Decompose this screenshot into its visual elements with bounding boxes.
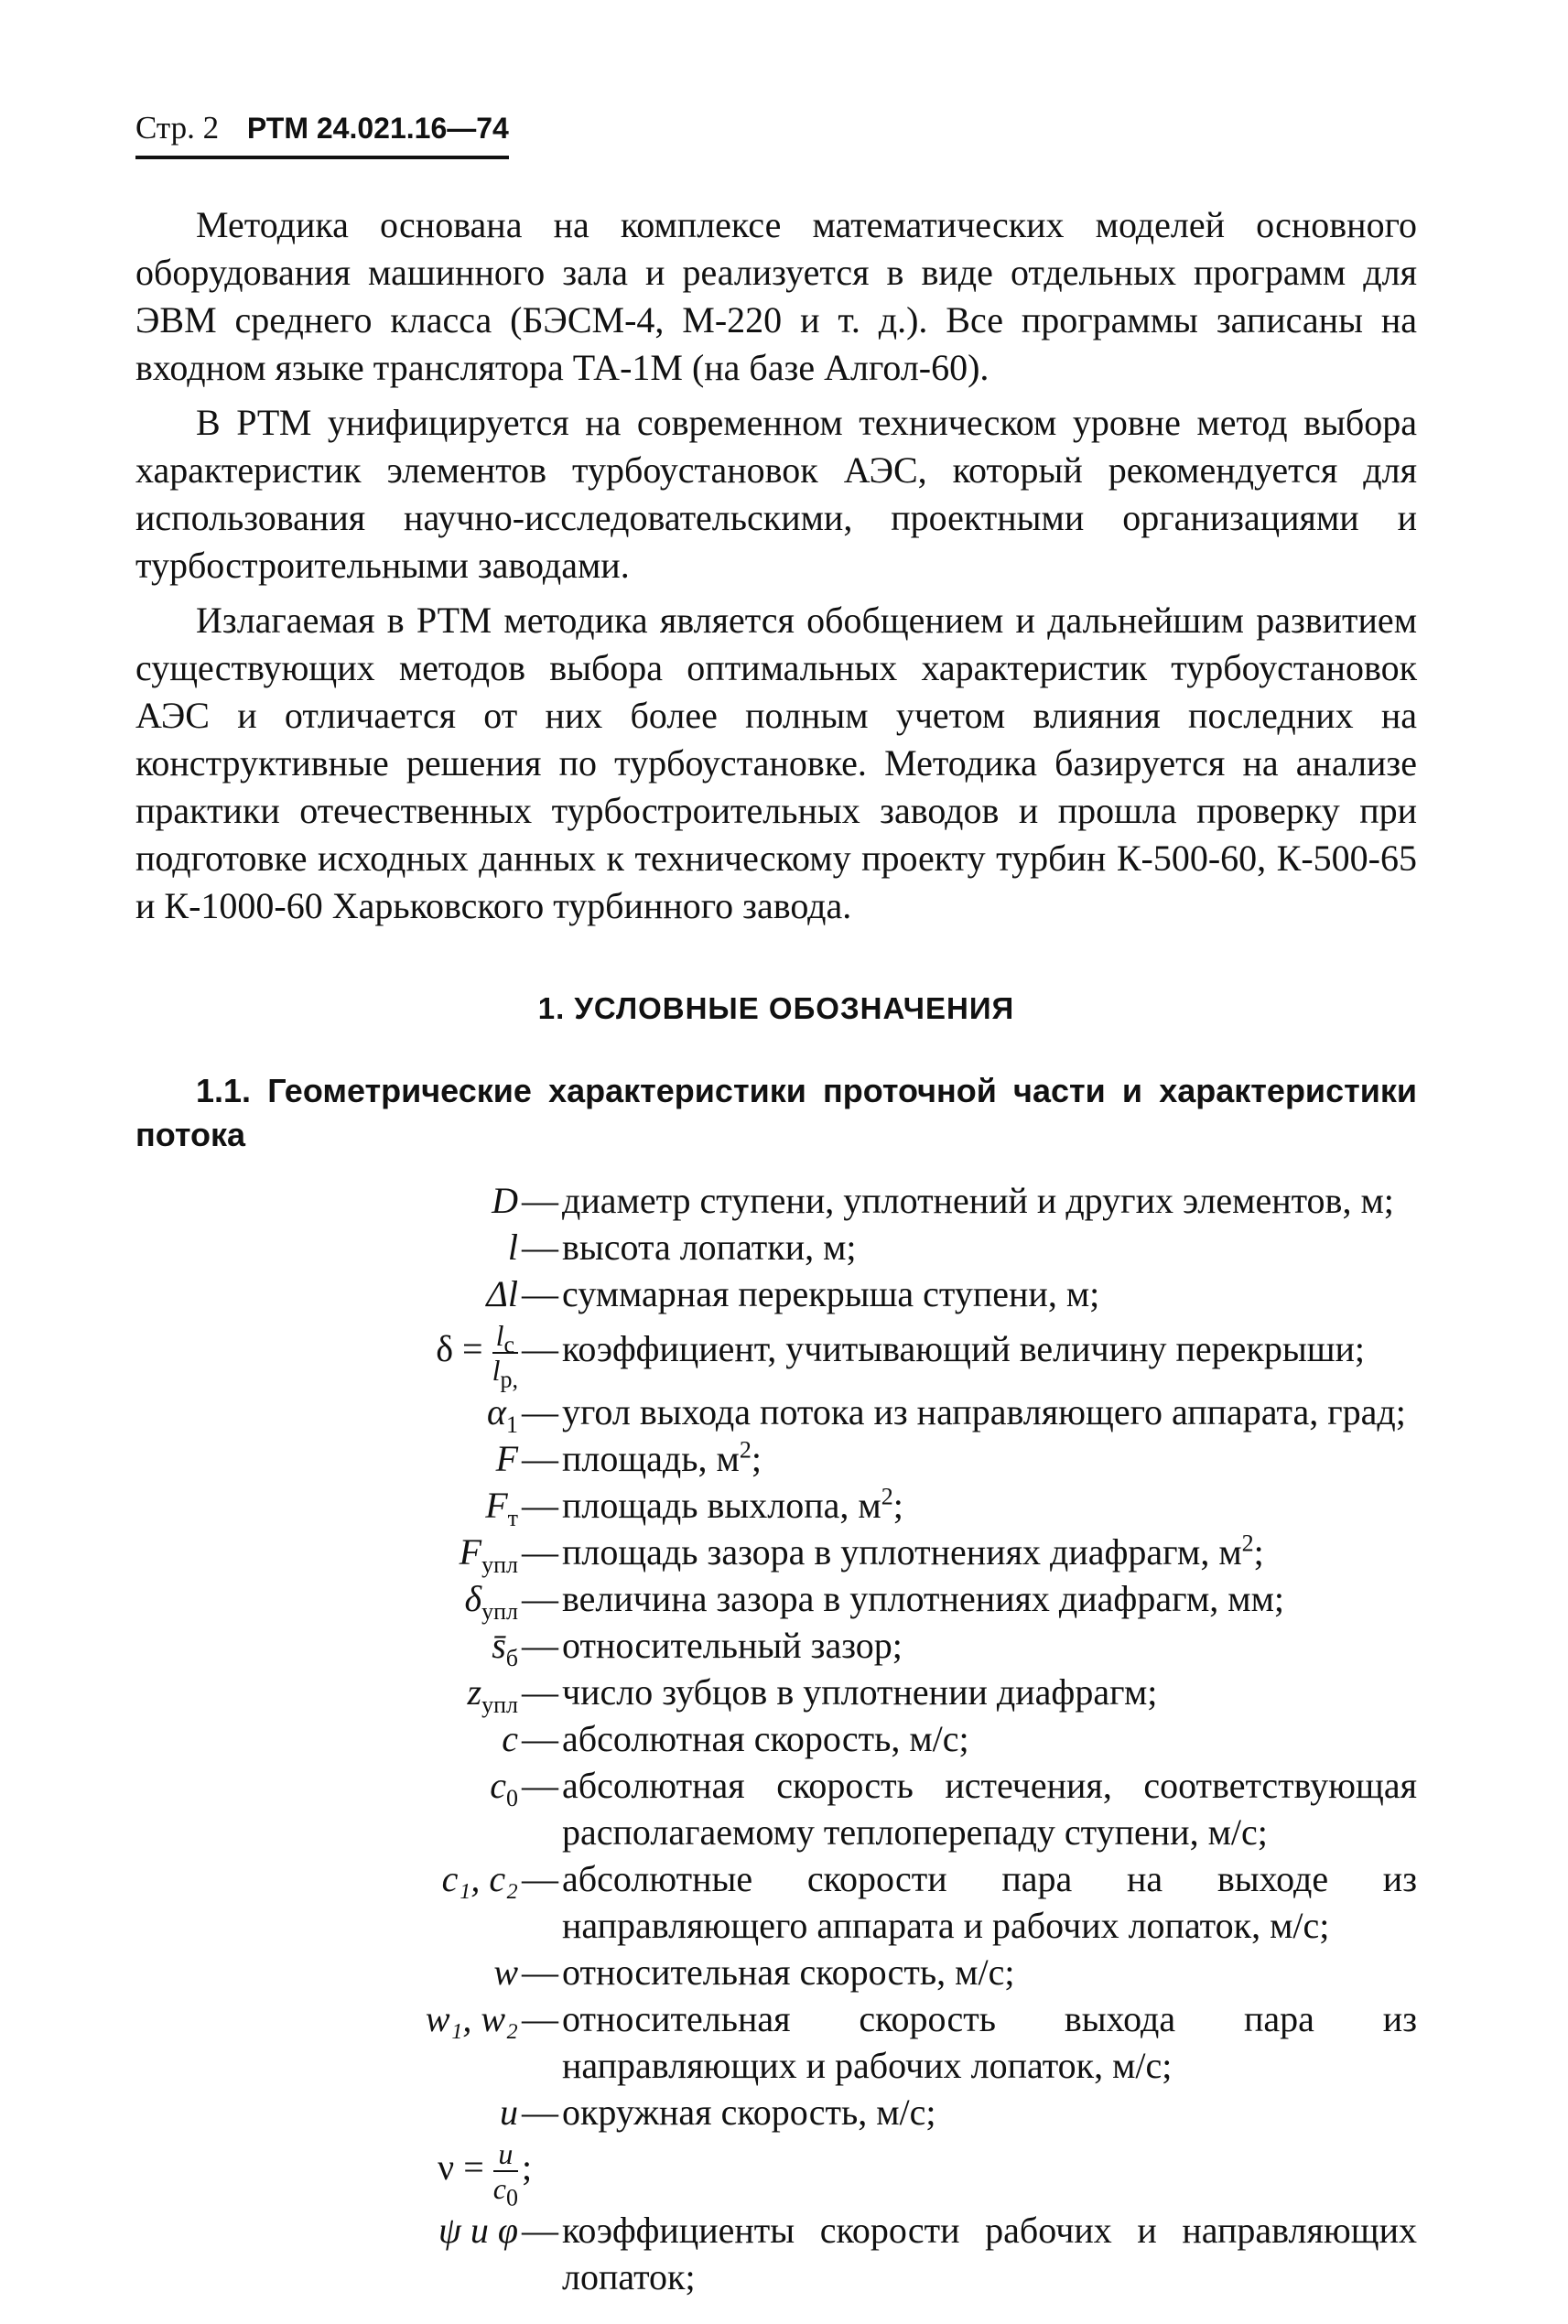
definition-symbol: ψ и φ bbox=[438, 2210, 518, 2251]
definition-symbol: $F_т$ bbox=[485, 1485, 518, 1531]
definition-symbol: F bbox=[495, 1438, 518, 1479]
definition-symbol: c₁, c₂ bbox=[441, 1858, 518, 1899]
definition-item: $c_0$ — абсолютная скорость истечения, соответствующая располагаемому теплоперепаду ступени, м/с; bbox=[135, 1762, 1417, 1855]
definition-item: u — окружная скорость, м/с; bbox=[135, 2089, 1417, 2135]
definition-text: величина зазора в уплотнениях диафрагм, мм; bbox=[562, 1578, 1285, 1619]
definition-symbol: ν = $\frac{u}{c_0}$ bbox=[438, 2137, 518, 2211]
definition-symbol: u bbox=[500, 2092, 518, 2133]
definition-text: абсолютная скорость истечения, соответствующая располагаемому теплоперепаду ступени, м/с; bbox=[562, 1765, 1417, 1853]
definitions-list bbox=[135, 1177, 1417, 2300]
page-header bbox=[135, 110, 509, 159]
page-number: Стр. 2 bbox=[135, 110, 220, 146]
section-title: 1. УСЛОВНЫЕ ОБОЗНАЧЕНИЯ bbox=[537, 991, 1015, 1025]
definition-text: окружная скорость, м/с; bbox=[562, 2092, 936, 2133]
definition-item: Δl — суммарная перекрыша ступени, м; bbox=[135, 1270, 1417, 1317]
definition-item: $F_{упл}$ — площадь зазора в уплотнениях диафрагм, $м^2$; bbox=[135, 1529, 1417, 1575]
definition-text: коэффициент, учитывающий величину перекрыши; bbox=[562, 1328, 1366, 1370]
definition-text: коэффициенты скорости рабочих и направляющих лопаток; bbox=[562, 2210, 1417, 2297]
intro-paragraph-2: В РТМ унифицируется на современном техническом уровне метод выбора характеристик элементов турбоустановок АЭС, который рекомендуется для использования научно-исследовательскими, проектными организациями и турбостроительными заводами. bbox=[135, 402, 1417, 586]
definition-item bbox=[135, 2137, 1417, 2211]
definition-text: относительная скорость, м/с; bbox=[562, 1951, 1015, 1993]
definition-item: l — высота лопатки, м; bbox=[135, 1224, 1417, 1270]
definition-item: c — абсолютная скорость, м/с; bbox=[135, 1715, 1417, 1762]
definition-symbol: $c_0$ bbox=[490, 1765, 518, 1811]
fraction: $\frac{u}{c_0}$ bbox=[492, 2137, 518, 2211]
definition-symbol: w₁, w₂ bbox=[425, 1998, 518, 2039]
definition-text: площадь зазора в уплотнениях диафрагм, $м^2$; bbox=[562, 1530, 1264, 1573]
definition-symbol: l bbox=[507, 1227, 518, 1268]
definition-item: $F_т$ — площадь выхлопа, $м^2$; bbox=[135, 1482, 1417, 1529]
document-code: РТМ 24.021.16—74 bbox=[246, 112, 509, 145]
definition-item: $z_{упл}$ — число зубцов в уплотнении диафрагм; bbox=[135, 1669, 1417, 1715]
definition-symbol: Δl bbox=[486, 1273, 518, 1314]
intro-paragraph-3: Излагаемая в РТМ методика является обобщением и дальнейшим развитием существующих методов выбора оптимальных характеристик турбоустановок АЭС и отличается от них более полным учетом влияния последних на конструктивные решения по турбоустановке. Методика базируется на анализе практики отечественных турбостроительных заводов и прошла проверку при подготовке исходных данных к техническому проекту турбин К-500-60, К-500-65 и К-1000-60 Харьковского турбинного завода. bbox=[135, 600, 1417, 926]
definition-item: $s̄_б$ — относительный зазор; bbox=[135, 1622, 1417, 1669]
definition-text: диаметр ступени, уплотнений и других элементов, м; bbox=[562, 1180, 1394, 1221]
definition-text: число зубцов в уплотнении диафрагм; bbox=[562, 1671, 1158, 1713]
definition-symbol: c bbox=[502, 1718, 518, 1759]
definition-text: площадь, $м^2$; bbox=[562, 1436, 762, 1479]
definition-symbol: δ = $\frac{l_с}{l_{р,}}$ bbox=[436, 1319, 518, 1393]
definition-item: $\delta_{упл}$ — величина зазора в уплотнениях диафрагм, мм; bbox=[135, 1575, 1417, 1622]
definition-symbol: $\alpha_1$ bbox=[487, 1391, 518, 1438]
definition-text: площадь выхлопа, $м^2$; bbox=[562, 1483, 903, 1526]
definition-text: ; bbox=[522, 2146, 533, 2189]
definition-text: абсолютная скорость, м/с; bbox=[562, 1718, 969, 1759]
page-body bbox=[135, 201, 1417, 2300]
definition-item: D — диаметр ступени, уплотнений и других элементов, м; bbox=[135, 1177, 1417, 1224]
definition-text: абсолютные скорости пара на выходе из направляющего аппарата и рабочих лопаток, м/с; bbox=[562, 1858, 1417, 1946]
definition-symbol: w bbox=[493, 1951, 518, 1993]
definition-symbol: $\delta_{упл}$ bbox=[464, 1578, 518, 1625]
definition-text: высота лопатки, м; bbox=[562, 1227, 857, 1268]
intro-paragraph-1: Методика основана на комплексе математических моделей основного оборудования машинного зала и реализуется в виде отдельных программ для ЭВМ среднего класса (БЭСМ-4, М-220 и т. д.). Все программы записаны на входном языке транслятора ТА-1М (на базе Алгол-60). bbox=[135, 204, 1417, 388]
definition-text: суммарная перекрыша ступени, м; bbox=[562, 1273, 1100, 1314]
definition-item: ψ и φ — коэффициенты скорости рабочих и направляющих лопаток; bbox=[135, 2207, 1417, 2300]
definition-text: угол выхода потока из направляющего аппарата, град; bbox=[562, 1391, 1406, 1432]
definition-item: w — относительная скорость, м/с; bbox=[135, 1949, 1417, 1995]
subsection-title: 1.1. Геометрические характеристики проточной части и характеристики потока bbox=[135, 1072, 1417, 1153]
definition-item: $\alpha_1$ — угол выхода потока из направляющего аппарата, град; bbox=[135, 1389, 1417, 1435]
definition-text: относительная скорость выхода пара из направляющих и рабочих лопаток, м/с; bbox=[562, 1998, 1417, 2086]
definition-symbol: $s̄_б$ bbox=[492, 1625, 518, 1671]
definition-item: δ = $\frac{l_с}{l_{р,}}$ — коэффициент, учитывающий величину перекрыши; bbox=[135, 1321, 1417, 1385]
definition-symbol: D bbox=[492, 1180, 518, 1221]
definition-item: c₁, c₂ — абсолютные скорости пара на выходе из направляющего аппарата и рабочих лопаток, м/с; bbox=[135, 1855, 1417, 1949]
definition-item: w₁, w₂ — относительная скорость выхода пара из направляющих и рабочих лопаток, м/с; bbox=[135, 1995, 1417, 2089]
definition-text: относительный зазор; bbox=[562, 1625, 903, 1666]
fraction: $\frac{l_с}{l_{р,}}$ bbox=[492, 1319, 518, 1393]
definition-item: F — площадь, $м^2$; bbox=[135, 1435, 1417, 1482]
definition-symbol: $F_{упл}$ bbox=[459, 1531, 518, 1578]
definition-symbol: $z_{упл}$ bbox=[467, 1671, 518, 1718]
